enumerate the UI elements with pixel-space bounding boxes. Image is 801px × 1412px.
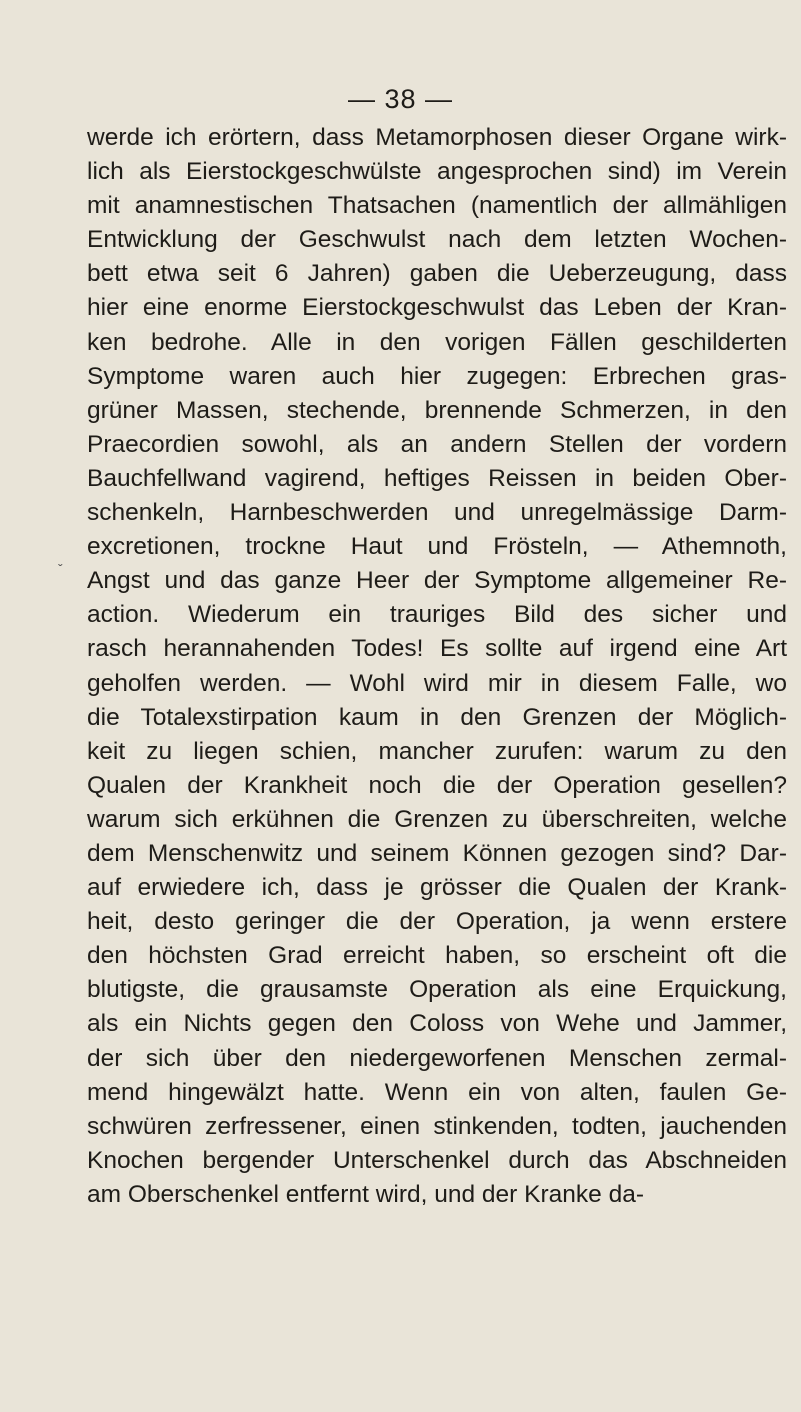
text-line: als ein Nichts gegen den Coloss von Wehe und Jammer, [87, 1010, 787, 1038]
text-line: der sich über den niedergeworfenen Menschen zermal- [87, 1044, 787, 1072]
text-line: heit, desto geringer die der Operation, ja wenn erstere [87, 908, 787, 936]
text-line: Praecordien sowohl, als an andern Stellen der vordern [87, 430, 787, 458]
text-line: am Oberschenkel entfernt wird, und der Kranke da- [87, 1180, 644, 1208]
text-line: die Totalexstirpation kaum in den Grenzen der Möglich- [87, 703, 787, 731]
text-line: mit anamnestischen Thatsachen (namentlich der allmähligen [87, 192, 787, 220]
text-line: action. Wiederum ein trauriges Bild des sicher und [87, 601, 787, 629]
page-number: — 38 — [347, 84, 454, 114]
text-line: Angst und das ganze Heer der Symptome allgemeiner Re- [87, 567, 787, 595]
text-line: ken bedrohe. Alle in den vorigen Fällen geschilderten [87, 328, 787, 356]
text-line: Bauchfellwand vagirend, heftiges Reissen in beiden Ober- [87, 464, 787, 492]
text-line: blutigste, die grausamste Operation als eine Erquickung, [87, 976, 787, 1004]
text-line: werde ich erörtern, dass Metamorphosen dieser Organe wirk- [87, 124, 787, 151]
text-line: warum sich erkühnen die Grenzen zu überschreiten, welche [87, 805, 787, 833]
text-line: schenkeln, Harnbeschwerden und unregelmässige Darm- [87, 499, 787, 527]
text-line: grüner Massen, stechende, brennende Schmerzen, in den [87, 396, 787, 424]
text-line: geholfen werden. — Wohl wird mir in diesem Falle, wo [87, 669, 787, 697]
text-line: lich als Eierstockgeschwülste angesprochen sind) im Verein [87, 158, 787, 186]
text-line: Symptome waren auch hier zugegen: Erbrechen gras- [87, 362, 787, 390]
text-line: Qualen der Krankheit noch die der Operation gesellen? [87, 771, 787, 799]
body-text [87, 121, 787, 1212]
text-line: dem Menschenwitz und seinem Können gezogen sind? Dar- [87, 839, 787, 867]
text-line: mend hingewälzt hatte. Wenn ein von alten, faulen Ge- [87, 1078, 787, 1106]
text-line: den höchsten Grad erreicht haben, so erscheint oft die [87, 942, 787, 970]
text-line: excretionen, trockne Haut und Frösteln, — Athemnoth, [87, 533, 787, 561]
text-line: rasch herannahenden Todes! Es sollte auf irgend eine Art [87, 635, 787, 663]
text-line: bett etwa seit 6 Jahren) gaben die Ueberzeugung, dass [87, 260, 787, 288]
text-line: hier eine enorme Eierstockgeschwulst das Leben der Kran- [87, 294, 787, 322]
text-line: schwüren zerfressener, einen stinkenden, todten, jauchenden [87, 1112, 787, 1140]
text-line: Knochen bergender Unterschenkel durch das Abschneiden [87, 1146, 787, 1174]
text-line: keit zu liegen schien, mancher zurufen: warum zu den [87, 737, 787, 765]
text-line: auf erwiedere ich, dass je grösser die Qualen der Krank- [87, 874, 787, 902]
margin-mark: ˇ [58, 561, 63, 577]
text-line: Entwicklung der Geschwulst nach dem letzten Wochen- [87, 226, 787, 254]
